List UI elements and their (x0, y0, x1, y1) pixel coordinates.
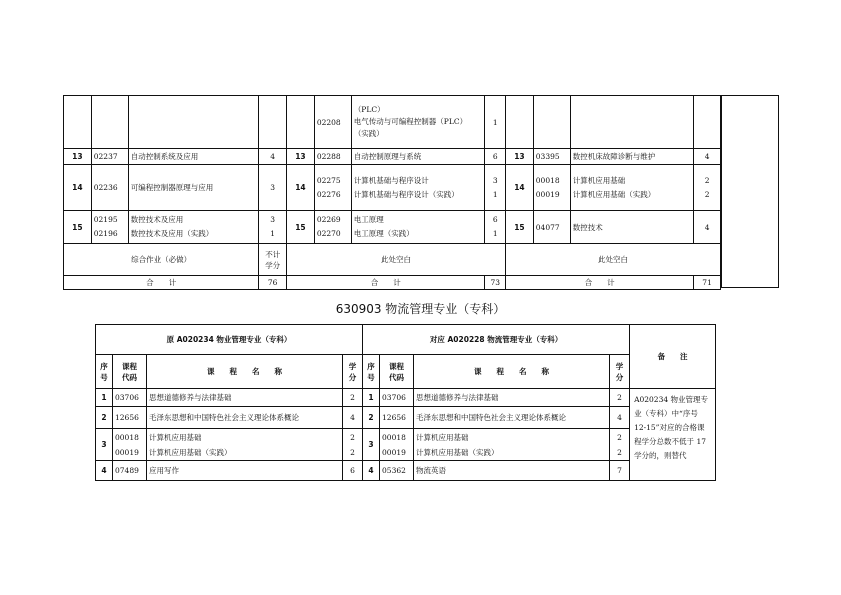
course-credit: 2 (350, 447, 355, 457)
course-credit: 2 (617, 447, 622, 457)
col-header-credit (610, 355, 630, 389)
col-header-name: 课 程 名 称 (147, 355, 343, 389)
course-code: 02288 (314, 149, 351, 165)
row-number: 2 (363, 407, 380, 429)
col-header-line: 课程 (389, 361, 405, 371)
course-mapping-table-logistics (95, 324, 716, 481)
course-code-pair (380, 429, 414, 461)
course-name-pair (351, 211, 485, 244)
cell-empty (91, 96, 128, 149)
course-name: 可编程控制器原理与应用 (128, 165, 259, 211)
course-code: 00019 (382, 447, 406, 457)
course-credit: 1 (492, 189, 498, 199)
course-name-pair (128, 211, 259, 244)
course-credit: 1 (492, 229, 498, 238)
col-header-line: 分 (615, 372, 624, 382)
total-label: 合 计 (506, 276, 694, 290)
row-number: 13 (64, 149, 92, 165)
course-credit: 6 (485, 149, 506, 165)
course-name: 思想道德修养与法律基础 (414, 389, 610, 407)
course-code: 00018 (382, 432, 406, 442)
course-credit: 3 (259, 165, 287, 211)
course-credit: 2 (617, 432, 622, 442)
cell-empty (64, 96, 92, 149)
course-name: 电工原理 (353, 215, 384, 224)
col-header-no (96, 355, 113, 389)
course-credit: 4 (610, 407, 630, 429)
col-header-line: 学 (348, 361, 357, 371)
course-name: 毛泽东思想和中国特色社会主义理论体系概论 (147, 407, 343, 429)
total-value: 71 (694, 276, 721, 290)
course-code-pair (314, 165, 351, 211)
col-header-line: 课程 (122, 361, 137, 371)
note-text: A020234 物业管理专业（专科）中“序号 12-15”对应的合格课程学分总数不低于 17 学分的，则替代 (630, 389, 716, 481)
row-number: 13 (287, 149, 315, 165)
course-name: 毛泽东思想和中国特色社会主义理论体系概论 (414, 407, 610, 429)
course-mapping-table-top (63, 95, 721, 290)
course-code: 02269 (316, 215, 341, 224)
course-code: 02208 (314, 96, 351, 149)
course-name: 数控技术 (570, 211, 693, 244)
col-header-no (363, 355, 380, 389)
cell-empty (694, 96, 721, 149)
course-name: 数控机床故障诊断与维护 (570, 149, 693, 165)
total-value: 76 (259, 276, 287, 290)
notes-column-box (721, 95, 779, 288)
course-code: 02236 (91, 165, 128, 211)
row-number: 13 (506, 149, 534, 165)
course-credit: 2 (704, 189, 710, 199)
col-header-line: 号 (367, 372, 375, 382)
section-title: 630903 物流管理专业（专科） (335, 302, 506, 316)
row-number: 15 (506, 211, 534, 244)
total-label: 合 计 (287, 276, 485, 290)
course-credit: 1 (485, 96, 506, 149)
course-code-pair (91, 211, 128, 244)
course-code-pair (533, 165, 570, 211)
cell-empty (533, 96, 570, 149)
course-credit-pair (610, 429, 630, 461)
col-header-code (380, 355, 414, 389)
course-name-line: （实践） (353, 129, 384, 138)
col-header-line: 序 (100, 361, 108, 371)
course-credit: 4 (694, 149, 721, 165)
course-code: 03706 (113, 389, 147, 407)
col-header-line: 分 (348, 372, 357, 382)
course-credit: 7 (610, 461, 630, 481)
course-credit: 3 (270, 215, 276, 224)
course-code: 12656 (113, 407, 147, 429)
course-name-pair (147, 429, 343, 461)
homework-credit (259, 244, 287, 276)
blank-note: 此处空白 (506, 244, 721, 276)
homework-label: 综合作业（必做） (64, 244, 259, 276)
course-name: 数控技术及应用 (130, 215, 184, 224)
course-name: 计算机基础与程序设计 (353, 175, 429, 185)
course-name: 计算机应用基础 (149, 432, 202, 442)
course-credit-pair (259, 211, 287, 244)
course-code: 07489 (113, 461, 147, 481)
row-number: 14 (506, 165, 534, 211)
col-header-name: 课 程 名 称 (414, 355, 610, 389)
course-name: 应用写作 (147, 461, 343, 481)
blank-note: 此处空白 (287, 244, 506, 276)
course-credit-pair (485, 165, 506, 211)
col-header-code (113, 355, 147, 389)
row-number: 1 (363, 389, 380, 407)
course-code: 00019 (115, 447, 139, 457)
col-header-line: 代码 (122, 372, 137, 382)
course-code: 00019 (535, 189, 560, 199)
cell-empty (128, 96, 259, 149)
cell-empty (570, 96, 693, 149)
course-code: 12656 (380, 407, 414, 429)
col-header-line: 号 (100, 372, 108, 382)
course-name-line: （PLC） (353, 105, 385, 114)
course-name-line: 电气传动与可编程控制器（PLC） (353, 117, 468, 126)
course-name: 计算机应用基础 (416, 432, 469, 442)
course-name-pair (414, 429, 610, 461)
course-code: 02276 (316, 189, 341, 199)
course-credit-pair (485, 211, 506, 244)
course-name: 计算机应用基础 (572, 175, 626, 185)
course-code-pair (113, 429, 147, 461)
homework-credit-line: 不计 (265, 249, 281, 259)
course-code: 02275 (316, 175, 341, 185)
course-code: 02237 (91, 149, 128, 165)
course-code: 00018 (535, 175, 560, 185)
course-code: 02196 (93, 229, 118, 238)
course-credit: 4 (259, 149, 287, 165)
course-code: 02195 (93, 215, 118, 224)
course-name: 电工原理（实践） (353, 229, 414, 238)
course-credit: 6 (492, 215, 498, 224)
note-header: 备 注 (630, 325, 716, 389)
course-name-pair (351, 165, 485, 211)
course-name-pair (570, 165, 693, 211)
course-name: 自动控制原理与系统 (351, 149, 485, 165)
course-code: 05362 (380, 461, 414, 481)
course-name: 计算机基础与程序设计（实践） (353, 189, 459, 199)
course-name (351, 96, 485, 149)
course-credit-pair (694, 165, 721, 211)
row-number: 4 (96, 461, 113, 481)
new-major-header: 对应 A020228 物流管理专业（专科） (363, 325, 630, 355)
course-credit: 4 (694, 211, 721, 244)
course-credit: 1 (270, 229, 276, 238)
course-credit: 2 (610, 389, 630, 407)
course-name: 计算机应用基础（实践） (149, 447, 232, 457)
homework-credit-line: 学分 (265, 260, 281, 270)
course-credit: 6 (343, 461, 363, 481)
row-number: 2 (96, 407, 113, 429)
course-name: 物流英语 (414, 461, 610, 481)
cell-empty (506, 96, 534, 149)
course-name: 思想道德修养与法律基础 (147, 389, 343, 407)
col-header-line: 代码 (389, 372, 405, 382)
course-credit: 2 (343, 389, 363, 407)
course-credit: 2 (350, 432, 355, 442)
col-header-credit (343, 355, 363, 389)
col-header-line: 序 (367, 361, 375, 371)
row-number: 4 (363, 461, 380, 481)
original-major-header: 原 A020234 物业管理专业（专科） (96, 325, 363, 355)
row-number: 14 (64, 165, 92, 211)
course-credit-pair (343, 429, 363, 461)
course-code-pair (314, 211, 351, 244)
course-credit: 4 (343, 407, 363, 429)
row-number: 15 (287, 211, 315, 244)
cell-empty (287, 96, 315, 149)
course-code: 04077 (533, 211, 570, 244)
course-name: 数控技术及应用（实践） (130, 229, 214, 238)
course-credit: 2 (704, 175, 710, 185)
course-name: 计算机应用基础（实践） (572, 189, 656, 199)
row-number: 15 (64, 211, 92, 244)
course-code: 02270 (316, 229, 341, 238)
cell-empty (259, 96, 287, 149)
row-number: 14 (287, 165, 315, 211)
total-value: 73 (485, 276, 506, 290)
total-label: 合 计 (64, 276, 259, 290)
row-number: 3 (363, 429, 380, 461)
course-credit: 3 (492, 175, 498, 185)
col-header-line: 学 (615, 361, 624, 371)
row-number: 1 (96, 389, 113, 407)
course-code: 00018 (115, 432, 139, 442)
course-code: 03706 (380, 389, 414, 407)
course-name: 计算机应用基础（实践） (416, 447, 499, 457)
row-number: 3 (96, 429, 113, 461)
course-name: 自动控制系统及应用 (128, 149, 259, 165)
course-code: 03395 (533, 149, 570, 165)
